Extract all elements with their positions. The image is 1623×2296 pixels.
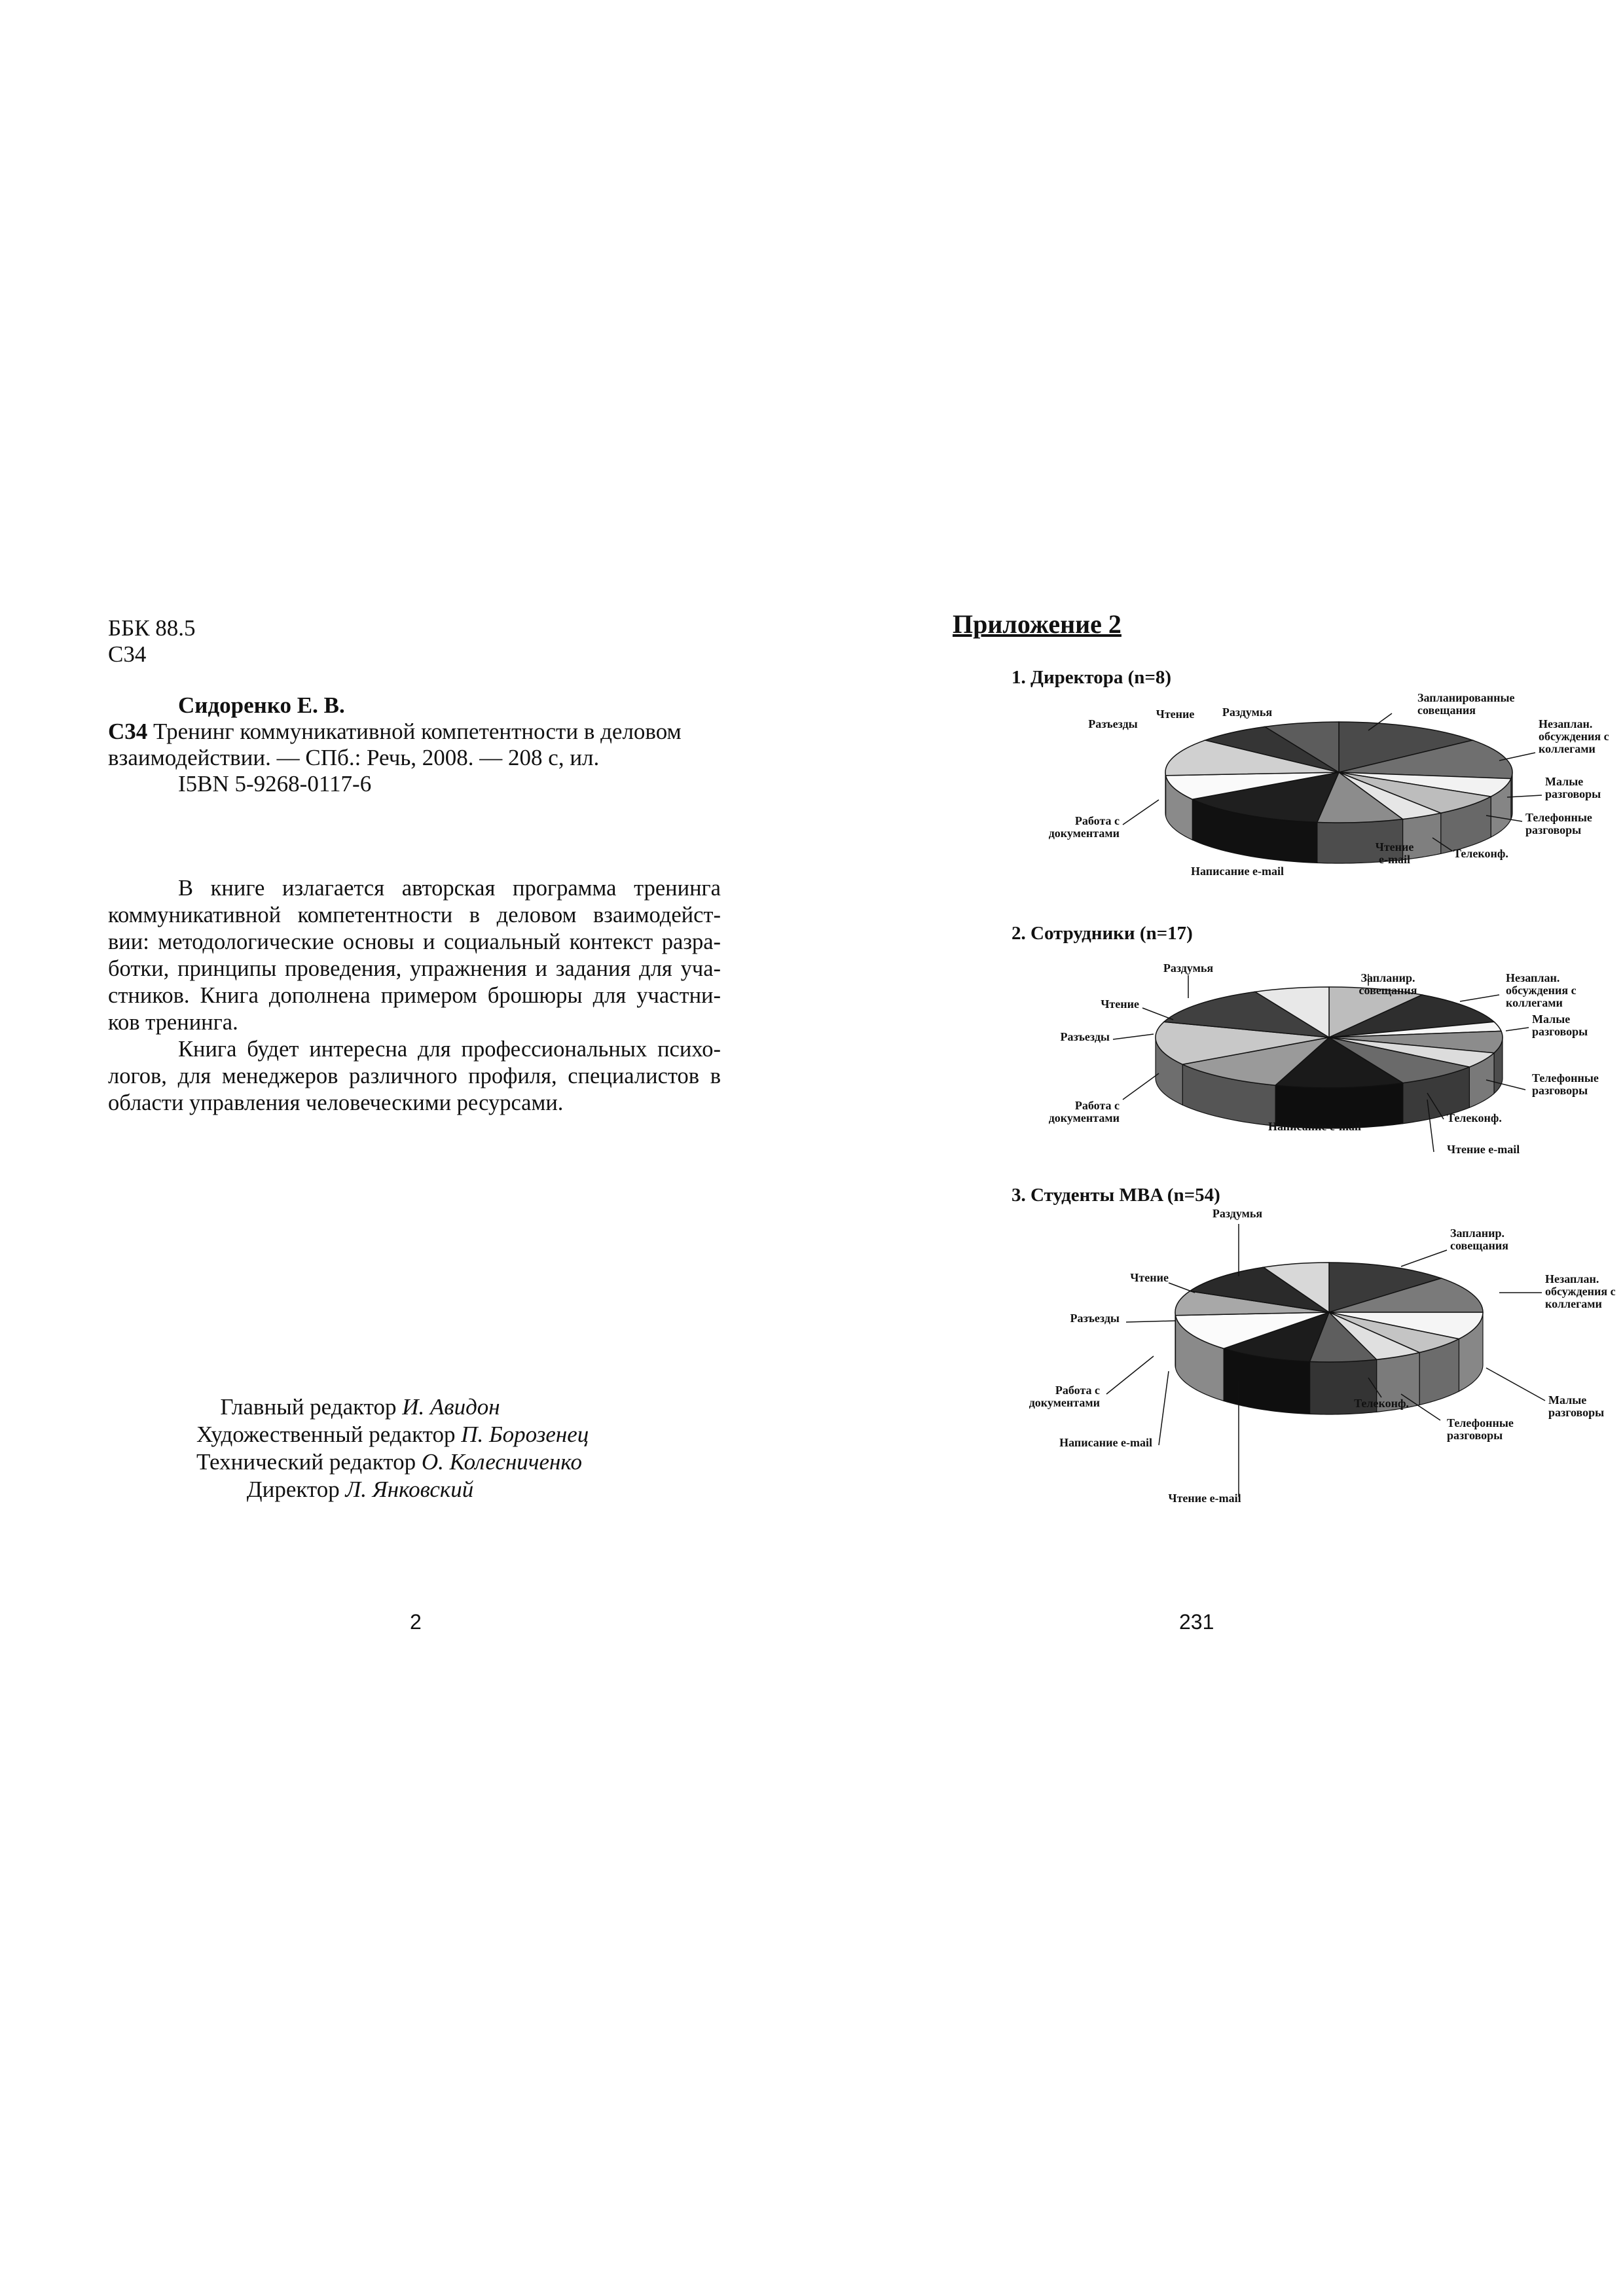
pie-slice-label: Запланир. совещания — [1450, 1227, 1508, 1252]
annotation-line: области управления человеческими ресурсами. — [108, 1090, 564, 1115]
credit-name: Л. Янковский — [345, 1477, 474, 1502]
credit-role: Технический редактор — [196, 1449, 416, 1475]
pie-chart-mba-students — [1002, 1204, 1616, 1518]
credit-line — [196, 1449, 582, 1475]
pie-slice-label: Телеконф. — [1354, 1397, 1409, 1410]
pie-slice-label: Разъезды — [1070, 1312, 1120, 1325]
pie-slice-label: Запланир. совещания — [1359, 971, 1417, 997]
pie-leader-line — [1123, 800, 1159, 825]
credit-role: Главный редактор — [220, 1394, 397, 1420]
pie-leader-line — [1159, 1371, 1169, 1445]
pie-slice-label: Чтение — [1156, 708, 1195, 721]
pie-slice-label: Раздумья — [1212, 1207, 1263, 1220]
credit-role: Художественный редактор — [196, 1422, 456, 1447]
pie-slice-label: Работа с документами — [1029, 1384, 1100, 1409]
pie-slice-label: Чтение e-mail — [1168, 1492, 1241, 1505]
credit-role: Директор — [246, 1477, 340, 1502]
pie-leader-line — [1401, 1250, 1447, 1266]
pie-slice-label: Телефонные разговоры — [1525, 811, 1592, 836]
pie-leader-line — [1460, 995, 1499, 1001]
pie-slice-label: Телефонные разговоры — [1532, 1071, 1599, 1097]
pie-slice-label: Телефонные разговоры — [1447, 1416, 1514, 1442]
credit-line — [196, 1422, 589, 1448]
pie-slice-label: Раздумья — [1222, 706, 1273, 719]
author-name: Сидоренко Е. В. — [178, 692, 345, 718]
bbk-index: ББК 88.5 — [108, 615, 196, 641]
pie-leader-line — [1486, 1368, 1545, 1401]
annotation-line: В книге излагается авторская программа тренинга — [178, 876, 721, 901]
pie-chart-directors — [1002, 687, 1609, 929]
catalog-entry — [108, 719, 721, 745]
pie-side-wall — [1165, 772, 1166, 816]
pie-slice-label: Чтение e-mail — [1447, 1143, 1520, 1156]
pie-slice-label: Работа с документами — [1048, 1099, 1120, 1124]
author-code: С34 — [108, 641, 147, 667]
pie-leader-line — [1499, 753, 1535, 761]
entry-title: Тренинг коммуникативной компетентности в деловом — [153, 719, 682, 744]
annotation-line: ков тренинга. — [108, 1010, 238, 1035]
page-number: 231 — [1179, 1610, 1214, 1634]
pie-leader-line — [1123, 1073, 1159, 1100]
pie-leader-line — [1506, 1028, 1529, 1031]
pie-slice-label: Раздумья — [1163, 961, 1214, 975]
annotation-line: стников. Книга дополнена примером брошюры для участни- — [108, 983, 721, 1008]
isbn: I5BN 5-9268-0117-6 — [178, 771, 372, 797]
pie-slice-label: Малые разговоры — [1545, 775, 1601, 800]
credit-name: И. Авидон — [402, 1394, 500, 1420]
pie-leader-line — [1106, 1356, 1154, 1394]
credit-name: П. Борозенец — [461, 1422, 589, 1447]
pie-slice-label: Запланированные совещания — [1417, 691, 1515, 717]
appendix-heading: Приложение 2 — [953, 609, 1122, 639]
pie-slice-label: Малые разговоры — [1548, 1393, 1605, 1419]
annotation-line: вии: методологические основы и социальный контекст разра- — [108, 929, 721, 954]
pie-slice-label: Работа с документами — [1048, 814, 1120, 840]
pie-leader-line — [1169, 1283, 1195, 1293]
pie-slice-label: Телеконф. — [1453, 847, 1508, 860]
chart-title: 2. Сотрудники (n=17) — [1012, 923, 1193, 944]
annotation-line: логов, для менеджеров различного профиля, специалистов в — [108, 1064, 721, 1088]
pie-leader-line — [1113, 1034, 1154, 1039]
annotation-line: ботки, принципы проведения, упражнения и задания для уча- — [108, 956, 721, 981]
pie-slice-label: Незаплан. обсуждения с коллегами — [1539, 717, 1609, 755]
credit-line — [196, 1394, 524, 1420]
annotation-line: коммуникативной компетентности в деловом взаимодейст- — [108, 903, 721, 927]
entry-code: С34 — [108, 719, 148, 744]
chart-title: 1. Директора (n=8) — [1012, 667, 1172, 688]
pie-slice-label: Малые разговоры — [1532, 1013, 1588, 1038]
pie-slice-label: Написание e-mail — [1191, 865, 1284, 878]
pie-slice-label: Разъезды — [1060, 1030, 1110, 1043]
pie-leader-line — [1142, 1008, 1173, 1020]
pie-slice-label: Чтение — [1130, 1271, 1169, 1284]
pie-chart-employees — [1002, 942, 1604, 1204]
right-page — [812, 0, 1623, 2296]
pie-slice-label: Незаплан. обсуждения с коллегами — [1506, 971, 1577, 1009]
pie-slice-label: Телеконф. — [1447, 1111, 1502, 1124]
credit-line — [196, 1477, 524, 1503]
pie-slice-label: Разъезды — [1088, 717, 1138, 730]
pie-slice-label: Чтение e-mail — [1375, 840, 1414, 866]
pie-slice-label: Написание e-mail — [1268, 1120, 1361, 1133]
pie-slice-label: Написание e-mail — [1059, 1436, 1152, 1449]
pie-slice-label: Чтение — [1101, 997, 1139, 1011]
annotation-line: Книга будет интересна для профессиональных психо- — [178, 1037, 721, 1062]
pie-leader-line — [1126, 1321, 1175, 1322]
chart-title: 3. Студенты MBA (n=54) — [1012, 1185, 1220, 1206]
page-number: 2 — [410, 1610, 422, 1634]
entry-publication: взаимодействии. — СПб.: Речь, 2008. — 208 с, ил. — [108, 745, 600, 770]
credit-name: О. Колесниченко — [421, 1449, 582, 1475]
pie-slice-label: Незаплан. обсуждения с коллегами — [1545, 1272, 1616, 1310]
